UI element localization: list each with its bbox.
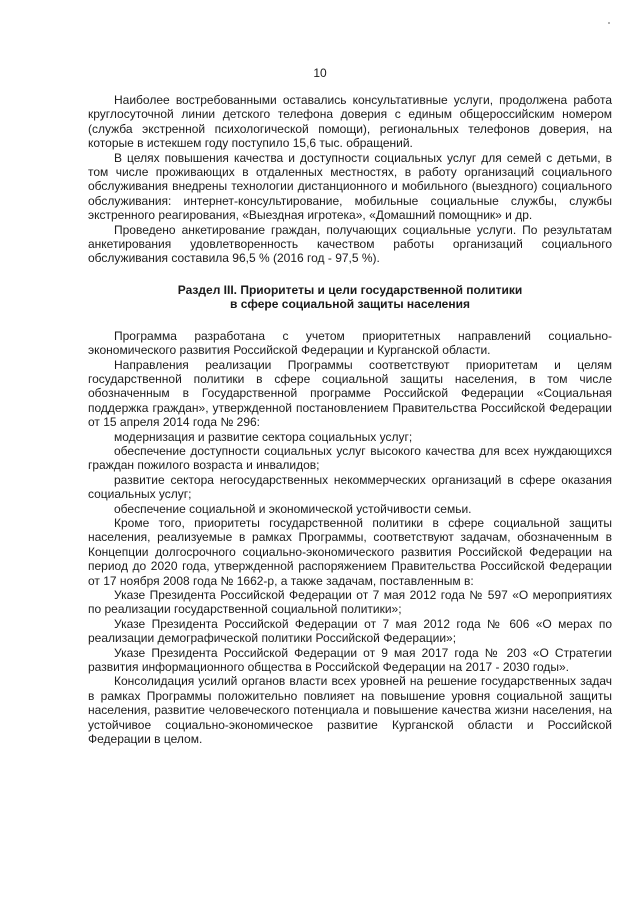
- scan-speck: [608, 22, 610, 24]
- list-item-decree-597: Указе Президента Российской Федерации от 7 мая 2012 года № 597 «О мероприятиях по реализации государственной социальной политики»;: [88, 588, 612, 617]
- list-item-accessibility: обеспечение доступности социальных услуг высокого качества для всех нуждающихся граждан пожилого возраста и инвалидов;: [88, 443, 612, 473]
- paragraph-remote-services: В целях повышения качества и доступности социальных услуг для семей с детьми, в том числе проживающих в отдаленных местностях, в работу организаций социального обслуживания внедрены технологии дистанционного и мобильного (выездного) социального обслуживания: интернет-консультирование, мобильные социальные службы, службы экстренного реагирования, «Выездная игротека», «Домашний помощник» и др.: [88, 150, 612, 223]
- list-item-decree-203: Указе Президента Российской Федерации от 9 мая 2017 года № 203 «О Стратегии развития информационного общества в Российской Федерации на 2017 - 2030 годы».: [88, 645, 612, 675]
- paragraph-program-basis: Программа разработана с учетом приоритетных направлений социально-экономического развития Российской Федерации и Курганской области.: [88, 328, 612, 358]
- paragraph-consolidation: Консолидация усилий органов власти всех уровней на решение государственных задач в рамках Программы положительно повлияет на повышение уровня социальной защиты населения, развитие человеческого потенциала и повышение качества жизни населения, на устойчивое социально-экономическое развитие Курганской области и Российской Федерации в целом.: [88, 674, 612, 747]
- paragraph-survey-results: Проведено анкетирование граждан, получающих социальные услуги. По результатам анкетирования удовлетворенность качеством работы организаций социального обслуживания составила 96,5 % (2016 год - 97,5 %).: [88, 222, 612, 266]
- document-body: [88, 93, 612, 746]
- paragraph-program-directions: Направления реализации Программы соответствуют приоритетам и целям государственной политики в сфере социальной защиты населения, в том числе обозначенным в Государственной программе Российской Федерации «Социальная поддержка граждан», утвержденной постановлением Правительства Российской Федерации от 15 апреля 2014 года № 296:: [88, 357, 612, 430]
- list-item-family-stability: обеспечение социальной и экономической устойчивости семьи.: [114, 501, 472, 516]
- section-heading-line-2: в сфере социальной защиты населения: [230, 297, 470, 312]
- paragraph-consulting-services: Наиболее востребованными оставались консультативные услуги, продолжена работа круглосуточной линии детского телефона доверия с единым общероссийским номером (служба экстренной психологической помощи), региональных телефонов доверия, на которые в истекшем году поступило 15,6 тыс. обращений.: [88, 93, 612, 151]
- section-heading: [88, 283, 612, 312]
- list-item-decree-606: Указе Президента Российской Федерации от 7 мая 2012 года № 606 «О мерах по реализации демографической политики Российской Федерации»;: [88, 616, 612, 646]
- section-heading-line-1: Раздел III. Приоритеты и цели государственной политики: [177, 282, 523, 297]
- list-item-modernization: модернизация и развитие сектора социальных услуг;: [114, 429, 413, 444]
- list-item-nonprofit-sector: развитие сектора негосударственных некоммерческих организаций в сфере оказания социальных услуг;: [88, 472, 612, 502]
- paragraph-concept-priorities: Кроме того, приоритеты государственной политики в сфере социальной защиты населения, реализуемые в рамках Программы, соответствуют задачам, обозначенным в Концепции долгосрочного социально-экономического развития Российской Федерации на период до 2020 года, утвержденной распоряжением Правительства Российской Федерации от 17 ноября 2008 года № 1662-р, а также задачам, поставленным в:: [88, 515, 612, 588]
- page-number: 10: [313, 66, 327, 80]
